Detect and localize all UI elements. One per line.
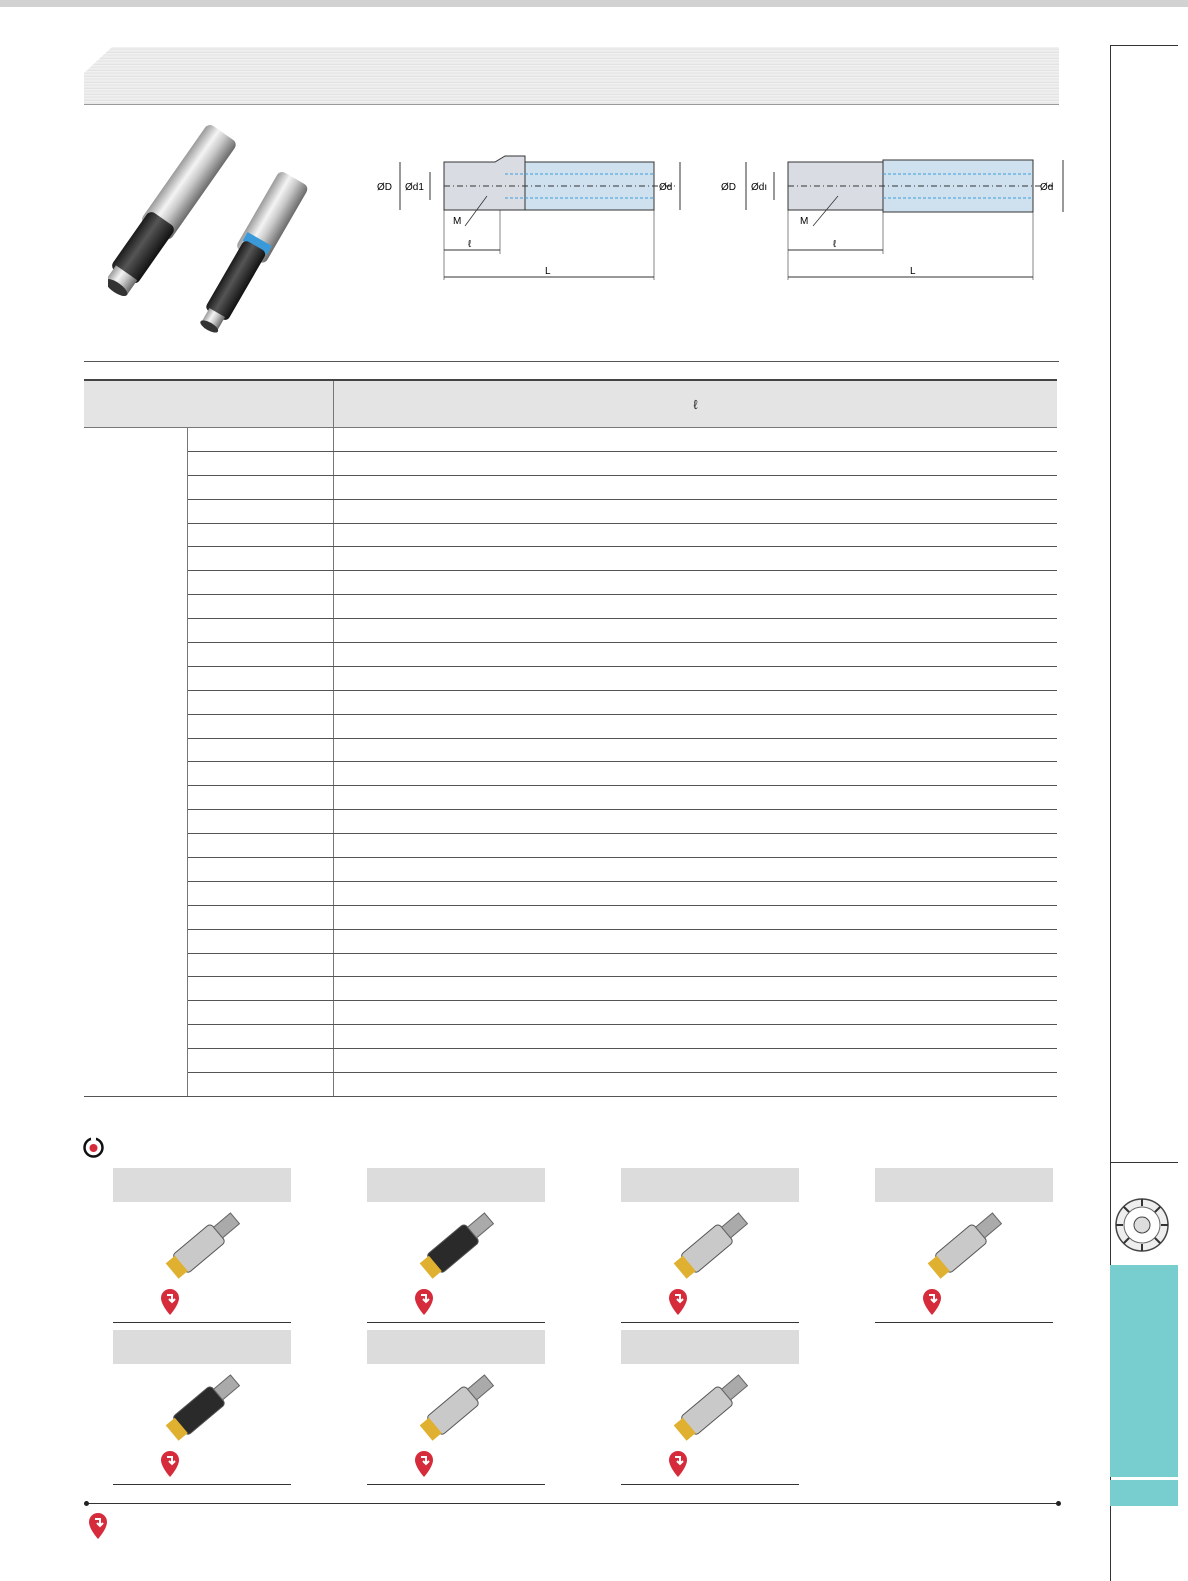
- label-d1-2: Ødı: [751, 182, 768, 193]
- tool-image: [621, 1206, 799, 1286]
- tool-image: [367, 1368, 545, 1448]
- tool-card-rule: [367, 1484, 545, 1485]
- red-map-pin-icon[interactable]: [159, 1450, 181, 1478]
- designation-cell: [188, 595, 334, 619]
- value-cell: [334, 1049, 1058, 1073]
- tool-card-rule: [875, 1322, 1053, 1323]
- value-cell: [334, 643, 1058, 667]
- product-photo: [108, 118, 338, 350]
- milling-cutter-icon[interactable]: [1113, 1196, 1171, 1254]
- label-l: ℓ: [468, 239, 472, 250]
- tool-card-header: [113, 1330, 291, 1364]
- label-d-2: Ød: [1040, 182, 1054, 193]
- red-map-pin-icon[interactable]: [413, 1450, 435, 1478]
- tool-image: [875, 1206, 1053, 1286]
- tool-card[interactable]: [621, 1330, 799, 1485]
- value-cell: [334, 810, 1058, 834]
- value-cell: [334, 905, 1058, 929]
- table-row: [84, 834, 1057, 858]
- designation-cell: [188, 523, 334, 547]
- tool-card-header: [367, 1168, 545, 1202]
- designation-cell: [188, 619, 334, 643]
- table-row: [84, 786, 1057, 810]
- tool-card[interactable]: [113, 1168, 291, 1323]
- tool-image: [113, 1368, 291, 1448]
- banner-divider: [84, 104, 1059, 105]
- value-cell: [334, 690, 1058, 714]
- red-map-pin-icon[interactable]: [413, 1288, 435, 1316]
- title-banner: [84, 47, 1059, 105]
- designation-cell: [188, 1073, 334, 1097]
- designation-cell: [188, 451, 334, 475]
- label-l-2: ℓ: [833, 239, 837, 250]
- table-row: [84, 571, 1057, 595]
- value-cell: [334, 547, 1058, 571]
- top-bar: [0, 0, 1188, 7]
- spec-body: [84, 428, 1057, 1097]
- value-cell: [334, 428, 1058, 452]
- technical-drawing-2: [718, 150, 1068, 290]
- designation-cell: [188, 666, 334, 690]
- sidebar-tab-active[interactable]: [1110, 1265, 1178, 1477]
- spec-header-l: ℓ: [334, 380, 1058, 428]
- value-cell: [334, 571, 1058, 595]
- footer-rule: [86, 1503, 1058, 1504]
- rule-dot-right: [1056, 1501, 1061, 1506]
- tool-card[interactable]: [367, 1168, 545, 1323]
- value-cell: [334, 858, 1058, 882]
- designation-cell: [188, 547, 334, 571]
- value-cell: [334, 475, 1058, 499]
- designation-cell: [188, 929, 334, 953]
- label-L-2: L: [910, 266, 916, 277]
- tool-card-rule: [113, 1322, 291, 1323]
- table-row: [84, 619, 1057, 643]
- table-row: [84, 595, 1057, 619]
- tool-card-rule: [621, 1322, 799, 1323]
- technical-drawing-1: [375, 150, 695, 290]
- table-row: [84, 881, 1057, 905]
- table-row: [84, 523, 1057, 547]
- designation-cell: [188, 571, 334, 595]
- tool-image: [367, 1206, 545, 1286]
- value-cell: [334, 929, 1058, 953]
- value-cell: [334, 714, 1058, 738]
- label-d1: Ød1: [405, 182, 424, 193]
- table-row: [84, 666, 1057, 690]
- designation-cell: [188, 834, 334, 858]
- value-cell: [334, 1025, 1058, 1049]
- designation-cell: [188, 499, 334, 523]
- table-row: [84, 714, 1057, 738]
- table-row: [84, 762, 1057, 786]
- label-d: Ød: [659, 182, 673, 193]
- red-map-pin-icon[interactable]: [159, 1288, 181, 1316]
- table-row: [84, 1073, 1057, 1097]
- table-row: [84, 738, 1057, 762]
- designation-cell: [188, 475, 334, 499]
- value-cell: [334, 595, 1058, 619]
- value-cell: [334, 762, 1058, 786]
- red-map-pin-icon[interactable]: [667, 1450, 689, 1478]
- value-cell: [334, 523, 1058, 547]
- rule-dot-left: [84, 1501, 89, 1506]
- tool-card-rule: [367, 1322, 545, 1323]
- designation-cell: [188, 810, 334, 834]
- value-cell: [334, 666, 1058, 690]
- tool-card-header: [113, 1168, 291, 1202]
- target-circle-icon: [83, 1137, 104, 1158]
- value-cell: [334, 1001, 1058, 1025]
- designation-cell: [188, 428, 334, 452]
- designation-cell: [188, 1025, 334, 1049]
- table-row: [84, 929, 1057, 953]
- value-cell: [334, 881, 1058, 905]
- tool-card-header: [367, 1330, 545, 1364]
- table-row: [84, 475, 1057, 499]
- designation-cell: [188, 1049, 334, 1073]
- label-D: ØD: [377, 182, 392, 193]
- designation-cell: [188, 714, 334, 738]
- tool-card[interactable]: [113, 1330, 291, 1485]
- label-M-2: M: [800, 216, 809, 227]
- spec-header-designation: [84, 380, 334, 428]
- value-cell: [334, 953, 1058, 977]
- value-cell: [334, 619, 1058, 643]
- tool-card-header: [621, 1330, 799, 1364]
- designation-cell: [188, 643, 334, 667]
- table-row: [84, 858, 1057, 882]
- tool-card[interactable]: [367, 1330, 545, 1485]
- table-row: [84, 953, 1057, 977]
- red-map-pin-icon[interactable]: [87, 1512, 109, 1540]
- sidebar-top: [1110, 45, 1178, 46]
- value-cell: [334, 738, 1058, 762]
- label-D-2: ØD: [721, 182, 736, 193]
- tool-card-header: [621, 1168, 799, 1202]
- designation-cell: [188, 977, 334, 1001]
- value-cell: [334, 786, 1058, 810]
- designation-cell: [188, 762, 334, 786]
- value-cell: [334, 977, 1058, 1001]
- red-map-pin-icon[interactable]: [667, 1288, 689, 1316]
- table-row: [84, 810, 1057, 834]
- sidebar-frame-bottom: [1110, 1162, 1178, 1163]
- designation-cell: [188, 1001, 334, 1025]
- table-row: [84, 1025, 1057, 1049]
- table-row: [84, 643, 1057, 667]
- table-row: [84, 547, 1057, 571]
- tool-card[interactable]: [621, 1168, 799, 1323]
- designation-cell: [188, 881, 334, 905]
- label-M: M: [453, 216, 462, 227]
- designation-cell: [188, 858, 334, 882]
- section-divider: [84, 361, 1059, 362]
- row-group-cell: [84, 428, 188, 1097]
- spec-table: [84, 379, 1057, 1097]
- table-row: [84, 1049, 1057, 1073]
- designation-cell: [188, 738, 334, 762]
- value-cell: [334, 499, 1058, 523]
- table-row: [84, 428, 1057, 452]
- tool-card[interactable]: [875, 1168, 1053, 1323]
- table-row: [84, 977, 1057, 1001]
- value-cell: [334, 1073, 1058, 1097]
- tool-image: [621, 1368, 799, 1448]
- table-row: [84, 1001, 1057, 1025]
- table-row: [84, 690, 1057, 714]
- tool-card-rule: [113, 1484, 291, 1485]
- tool-card-header: [875, 1168, 1053, 1202]
- designation-cell: [188, 905, 334, 929]
- table-row: [84, 451, 1057, 475]
- value-cell: [334, 834, 1058, 858]
- designation-cell: [188, 786, 334, 810]
- label-L: L: [545, 266, 551, 277]
- tool-image: [113, 1206, 291, 1286]
- sidebar-tab-strip[interactable]: [1110, 1480, 1178, 1506]
- red-map-pin-icon[interactable]: [921, 1288, 943, 1316]
- designation-cell: [188, 953, 334, 977]
- tool-card-rule: [621, 1484, 799, 1485]
- table-row: [84, 905, 1057, 929]
- value-cell: [334, 451, 1058, 475]
- table-row: [84, 499, 1057, 523]
- designation-cell: [188, 690, 334, 714]
